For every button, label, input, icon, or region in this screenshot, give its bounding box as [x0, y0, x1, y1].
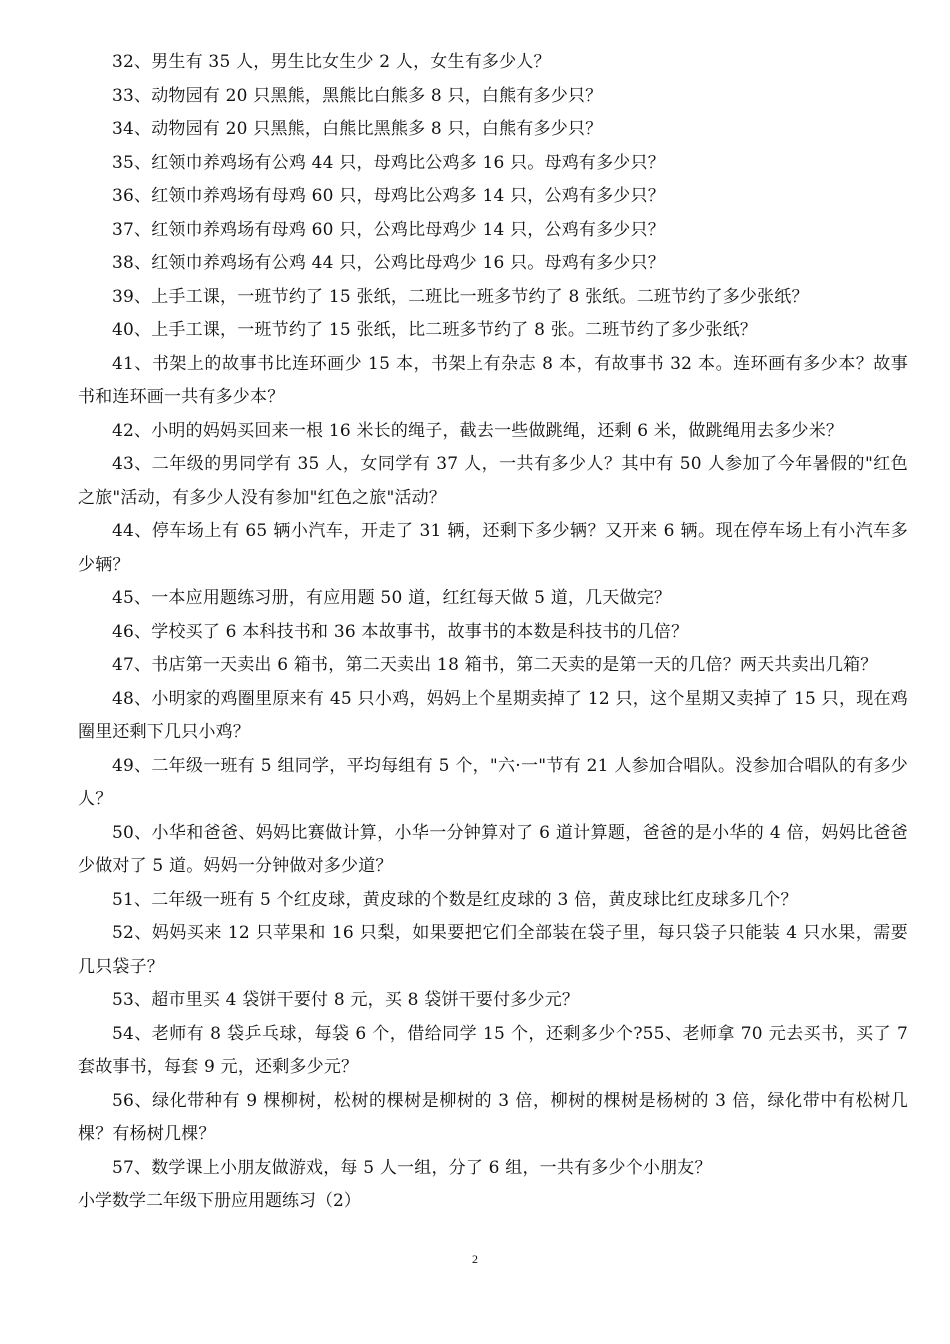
document-body [78, 46, 908, 1219]
problem-item: 47、书店第一天卖出 6 箱书，第二天卖出 18 箱书，第二天卖的是第一天的几倍？两天共卖出几箱？ [112, 655, 878, 675]
problem-list [78, 46, 908, 1185]
problem-item: 41、书架上的故事书比连环画少 15 本，书架上有杂志 8 本，有故事书 32 本。连环画有多少本？故事书和连环画一共有多少本？ [78, 353, 908, 407]
problem-item: 33、动物园有 20 只黑熊，黑熊比白熊多 8 只，白熊有多少只？ [112, 85, 603, 106]
section-title: 小学数学二年级下册应用题练习（2） [78, 1191, 361, 1211]
problem-item: 45、一本应用题练习册，有应用题 50 道，红红每天做 5 道，几天做完？ [112, 588, 672, 608]
problem-item: 40、上手工课，一班节约了 15 张纸，比二班多节约了 8 张。二班节约了多少张纸？ [112, 320, 758, 340]
page-number: 2 [472, 1252, 478, 1266]
problem-item: 56、绿化带种有 9 棵柳树，松树的棵树是柳树的 3 倍，柳树的棵树是杨树的 3 倍，绿化带中有松树几棵？有杨树几棵？ [78, 1090, 908, 1144]
problem-item: 49、二年级一班有 5 组同学，平均每组有 5 个，"六·一"节有 21 人参加合唱队。没参加合唱队的有多少人？ [78, 755, 908, 809]
problem-item: 46、学校买了 6 本科技书和 36 本故事书，故事书的本数是科技书的几倍？ [112, 621, 689, 642]
problem-item: 54、老师有 8 袋乒乓球，每袋 6 个，借给同学 15 个，还剩多少个?55、老师拿 70 元去买书，买了 7 套故事书，每套 9 元，还剩多少元？ [78, 1023, 908, 1077]
problem-item: 42、小明的妈妈买回来一根 16 米长的绳子，截去一些做跳绳，还剩 6 米，做跳绳用去多少米？ [112, 420, 844, 441]
problem-item: 34、动物园有 20 只黑熊，白熊比黑熊多 8 只，白熊有多少只？ [112, 119, 603, 139]
problem-item: 36、红领巾养鸡场有母鸡 60 只，母鸡比公鸡多 14 只，公鸡有多少只？ [112, 186, 665, 206]
problem-item: 44、停车场上有 65 辆小汽车，开走了 31 辆，还剩下多少辆？又开来 6 辆。现在停车场上有小汽车多少辆？ [78, 521, 908, 575]
problem-item: 43、二年级的男同学有 35 人，女同学有 37 人，一共有多少人？其中有 50 人参加了今年暑假的"红色之旅"活动，有多少人没有参加"红色之旅"活动？ [78, 454, 908, 508]
problem-item: 57、数学课上小朋友做游戏，每 5 人一组，分了 6 组，一共有多少个小朋友？ [112, 1157, 712, 1178]
problem-item: 48、小明家的鸡圈里原来有 45 只小鸡，妈妈上个星期卖掉了 12 只，这个星期又卖掉了 15 只，现在鸡圈里还剩下几只小鸡？ [78, 688, 908, 742]
problem-item: 53、超市里买 4 袋饼干要付 8 元，买 8 袋饼干要付多少元？ [112, 990, 580, 1010]
problem-item: 52、妈妈买来 12 只苹果和 16 只梨，如果要把它们全部装在袋子里，每只袋子只能装 4 只水果，需要几只袋子？ [78, 923, 908, 977]
problem-item: 35、红领巾养鸡场有公鸡 44 只，母鸡比公鸡多 16 只。母鸡有多少只？ [112, 152, 665, 173]
problem-item: 50、小华和爸爸、妈妈比赛做计算，小华一分钟算对了 6 道计算题，爸爸的是小华的 4 倍，妈妈比爸爸少做对了 5 道。妈妈一分钟做对多少道？ [78, 822, 908, 876]
problem-item: 38、红领巾养鸡场有公鸡 44 只，公鸡比母鸡少 16 只。母鸡有多少只？ [112, 253, 665, 273]
problem-item: 51、二年级一班有 5 个红皮球，黄皮球的个数是红皮球的 3 倍，黄皮球比红皮球多几个？ [112, 889, 798, 910]
problem-item: 32、男生有 35 人，男生比女生少 2 人，女生有多少人？ [112, 52, 551, 72]
problem-item: 39、上手工课，一班节约了 15 张纸，二班比一班多节约了 8 张纸。二班节约了多少张纸？ [112, 286, 809, 307]
problem-item: 37、红领巾养鸡场有母鸡 60 只，公鸡比母鸡少 14 只，公鸡有多少只？ [112, 219, 665, 240]
